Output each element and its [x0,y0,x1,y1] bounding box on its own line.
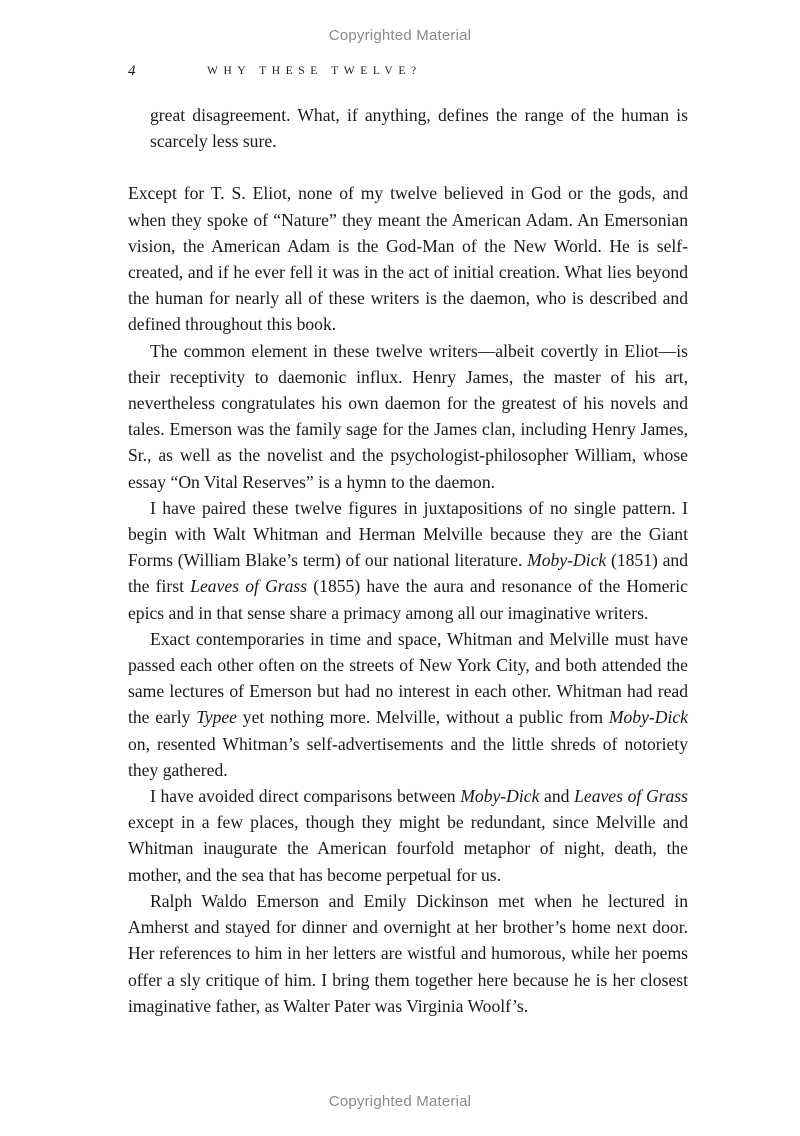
text-run: (1855) have the aura and resonance of the Homeric epics and in that sense share a primacy among all our imaginative writers. [128,576,688,623]
paragraph [128,626,688,783]
italic-title: Leaves of Grass [574,786,688,807]
italic-title: Leaves of Grass [190,576,308,597]
text-run: Exact contemporaries in time and space, Whitman and Melville must have passed each other often on the streets of New York City, and both attended the same lectures of Emerson but had no interest in each other. Whitman had read the early [128,628,688,728]
text-run: Ralph Waldo Emerson and Emily Dickinson met when he lectured in Amherst and stayed for dinner and overnight at her brother’s home next door. Her references to him in her letters are wistful and humorous, while her poems offer a sly critique of him. I bring them together here because he is her closest imaginative father, as Walter Pater was Virginia Woolf’s. [128,890,688,1016]
italic-title: Typee [196,707,237,728]
italic-title: Moby-Dick [608,707,688,728]
italic-title: Moby-Dick [460,786,540,807]
paragraph [128,783,688,888]
paragraph [128,888,688,1019]
text-run: I have avoided direct comparisons between [150,786,461,807]
text-run: I have paired these twelve figures in juxtapositions of no single pattern. I begin with Walt Whitman and Herman Melville because they are the Giant Forms (William Blake’s term) of our national literature. [128,497,688,571]
text-run: (1851) and the first [128,550,689,597]
chapter-title: WHY THESE TWELVE? [207,65,422,77]
italic-title: Moby-Dick [527,550,607,571]
paragraph [128,338,688,495]
text-run: Except for T. S. Eliot, none of my twelve believed in God or the gods, and when they spoke of “Nature” they meant the American Adam. An Emersonian vision, the American Adam is the God-Man of the New World. He is self-created, and if he ever fell it was in the act of initial creation. What lies beyond the human for nearly all of these writers is the daemon, who is described and defined throughout this book. [128,183,688,335]
copyright-watermark-top: Copyrighted Material [328,27,472,44]
text-run: and [539,786,575,807]
text-run: except in a few places, though they might be redundant, since Melville and Whitman inaugurate the American fourfold metaphor of night, death, the mother, and the sea that has become perpetual for us. [128,812,688,885]
text-run: on, resented Whitman’s self-advertisements and the little shreds of notoriety they gathered. [128,733,688,780]
text-run: The common element in these twelve writers—albeit covertly in Eliot—is their receptivity to daemonic influx. Henry James, the master of his art, nevertheless congratulates his own daemon for the greatest of his novels and tales. Emerson was the family sage for the James clan, including Henry James, Sr., as well as the novelist and the psychologist-philosopher William, whose essay “On Vital Reserves” is a hymn to the daemon. [128,340,688,492]
paragraph [128,495,688,626]
running-head [128,63,688,85]
paragraph [128,102,688,154]
page-number: 4 [128,63,136,79]
text-run: great disagreement. What, if anything, defines the range of the human is scarcely less sure. [150,105,688,152]
copyright-watermark-bottom: Copyrighted Material [328,1093,472,1110]
text-run: yet nothing more. Melville, without a public from [236,707,609,728]
paragraph [128,180,688,337]
body-text [128,102,688,1019]
